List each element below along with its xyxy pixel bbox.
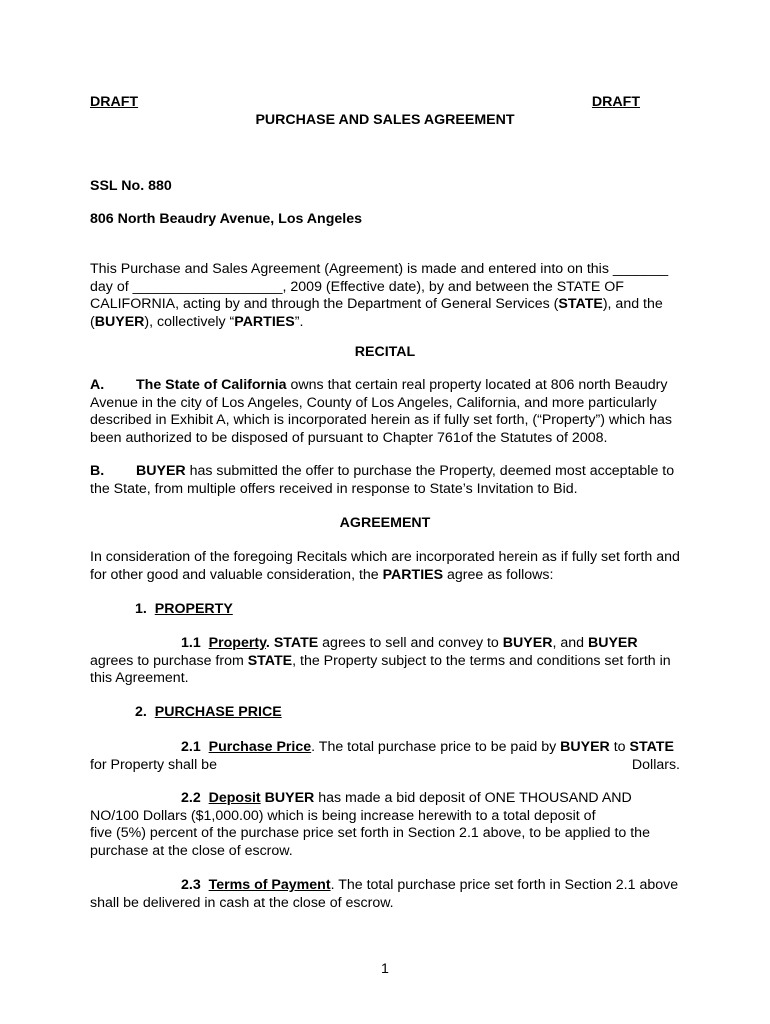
section-1-1-paragraph: 1.1 Property. STATE agrees to sell and convey to BUYER, and BUYER agrees to purchase from STATE, the Property subject to the terms and conditions set forth in this Agreement. — [90, 635, 671, 686]
recital-a-lead: The State of California — [136, 377, 287, 393]
agreement-heading: AGREEMENT — [339, 515, 431, 531]
recital-heading: RECITAL — [354, 344, 416, 360]
section-2-3-paragraph: 2.3 Terms of Payment. The total purchase price set forth in Section 2.1 above shall be delivered in cash at the close of escrow. — [90, 877, 679, 911]
intro-paragraph: This Purchase and Sales Agreement (Agreement) is made and entered into on this _______ day of ___________________, 2009 (Effective date), by and between the STATE OF CALIFORNIA, acting by and through the Department of General Services (STATE), and the (BUYER), collectively “PARTIES”. — [90, 261, 669, 330]
state-term: STATE — [558, 296, 603, 312]
property-address: 806 North Beaudry Avenue, Los Angeles — [90, 211, 362, 227]
page-number: 1 — [381, 961, 389, 977]
section-2-1-title: Purchase Price — [208, 739, 312, 755]
agreement-intro-paragraph: In consideration of the foregoing Recitals which are incorporated herein as if fully set forth and for other good and valuable consideration, the PARTIES agree as follows: — [90, 549, 680, 583]
parties-term: PARTIES — [234, 313, 295, 330]
recital-a-letter: A. — [90, 377, 105, 393]
document-title: PURCHASE AND SALES AGREEMENT — [255, 112, 515, 128]
parties-term: PARTIES — [382, 566, 444, 583]
section-2-2-title: Deposit — [208, 790, 261, 806]
recital-b-lead: BUYER — [136, 463, 186, 479]
recital-a-paragraph: A. The State of California owns that certain real property located at 806 north Beaudry Avenue in the city of Los Angeles, County of Los Angeles, California, and more particularly described in Exhibit A, which is incorporated herein as if fully set forth, (“Property”) which has been authorized to be disposed of pursuant to Chapter 761of the Statutes of 2008. — [90, 377, 672, 446]
draft-label-left: DRAFT — [90, 94, 139, 110]
buyer-term: BUYER — [94, 313, 145, 330]
recital-b-paragraph: B. BUYER has submitted the offer to purchase the Property, deemed most acceptable to the State, from multiple offers received in response to State’s Invitation to Bid. — [90, 463, 675, 497]
section-1-heading: 1. PROPERTY — [135, 601, 233, 617]
draft-label-right: DRAFT — [591, 94, 640, 110]
dollars-label: Dollars. — [631, 756, 680, 773]
section-1-1-title: Property — [208, 635, 266, 651]
section-2-2-paragraph: 2.2 Deposit BUYER has made a bid deposit of ONE THOUSAND AND NO/100 Dollars ($1,000.00) which is being increase herewith to a total deposit of five (5%) percent of the purchase price set forth in Section 2.1 above, to be applied to the purchase at the close of escrow. — [90, 790, 650, 859]
section-2-3-title: Terms of Payment — [208, 877, 331, 893]
recital-b-letter: B. — [90, 463, 105, 479]
section-2-heading: 2. PURCHASE PRICE — [135, 704, 282, 720]
ssl-number: SSL No. 880 — [90, 178, 172, 194]
section-2-1-paragraph: 2.1 Purchase Price. The total purchase price to be paid by BUYER to STATE for Property shall be Dollars. — [90, 739, 680, 773]
